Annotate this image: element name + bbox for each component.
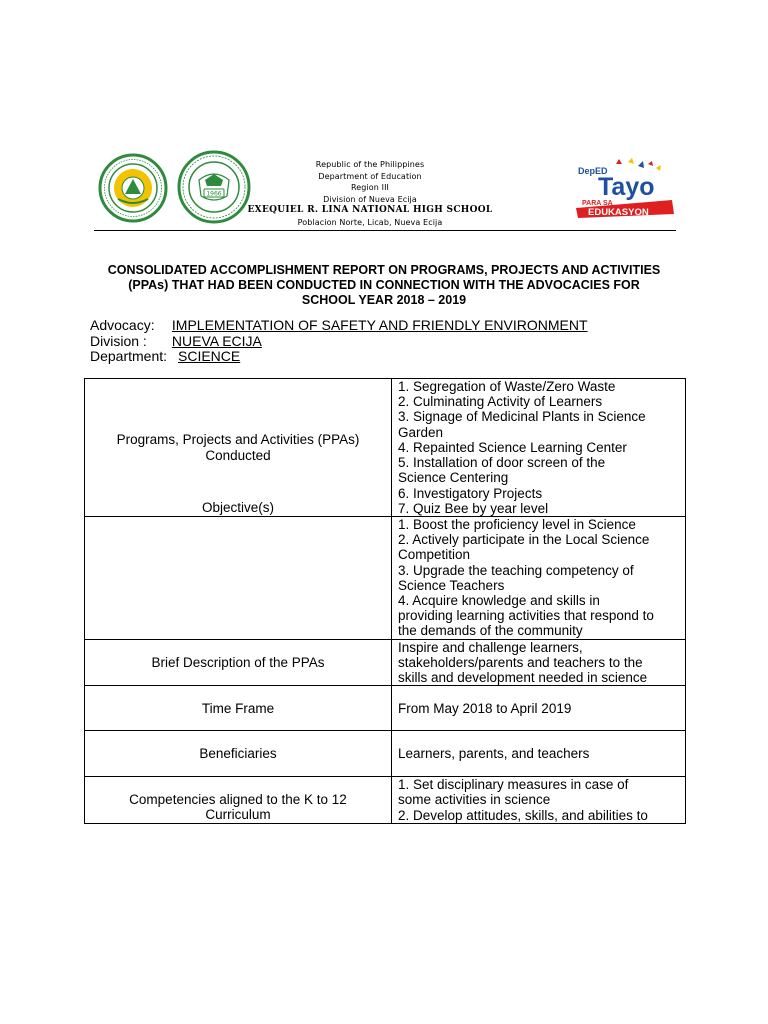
row-label <box>85 731 392 777</box>
table-row <box>85 517 686 640</box>
list-item: Competition <box>398 547 471 563</box>
row-label <box>85 686 392 731</box>
row-value <box>392 379 686 517</box>
advocacy-row <box>90 318 588 334</box>
tayo-logo-sub1: PARA SA <box>582 200 613 207</box>
list-item: 1. Boost the proficiency level in Science <box>398 517 636 532</box>
beneficiaries-label: Beneficiaries <box>199 746 277 762</box>
row-value <box>392 639 686 686</box>
list-item: 6. Investigatory Projects <box>398 485 543 501</box>
list-item: 3. Upgrade the teaching competency of <box>398 562 634 578</box>
list-item: providing learning activities that respond to <box>398 608 654 624</box>
letterhead <box>240 159 500 228</box>
header-divider <box>94 230 676 231</box>
tayo-logo-brand: DepED <box>578 166 608 176</box>
list-item: some activities in science <box>398 792 551 808</box>
list-item: 2. Actively participate in the Local Science <box>398 532 650 548</box>
list-item: the demands of the community <box>398 623 583 639</box>
list-item: Science Teachers <box>398 577 505 593</box>
list-item: Science Centering <box>398 470 509 486</box>
advocacy-label: Advocacy: <box>90 317 155 333</box>
list-item: Garden <box>398 424 444 440</box>
ppas-conducted-label: Programs, Projects and Activities (PPAs) Conducted <box>116 432 360 463</box>
row-value <box>392 517 686 640</box>
competencies-label: Competencies aligned to the K to 12 Curriculum <box>129 791 347 823</box>
list-item: 1. Segregation of Waste/Zero Waste <box>398 379 616 395</box>
list-item: Learners, parents, and teachers <box>398 746 590 762</box>
row-label <box>85 777 392 824</box>
letterhead-address: Poblacion Norte, Licab, Nueva Ecija <box>297 217 443 227</box>
table-row <box>85 639 686 686</box>
report-meta <box>90 318 588 365</box>
letterhead-school-name: EXEQUIEL R. LINA NATIONAL HIGH SCHOOL <box>247 205 493 215</box>
list-item: 5. Installation of door screen of the <box>398 455 606 471</box>
table-row <box>85 686 686 731</box>
list-item: 1. Set disciplinary measures in case of <box>398 777 629 793</box>
tayo-logo-word: Tayo <box>598 173 655 201</box>
division-row <box>90 334 588 350</box>
row-value <box>392 777 686 824</box>
department-row <box>90 349 588 365</box>
advocacy-value: IMPLEMENTATION OF SAFETY AND FRIENDLY ENVIRONMENT <box>171 317 588 333</box>
school-seal-year: 1966 <box>206 190 222 198</box>
ppa-report-table <box>84 378 686 824</box>
department-label: Department: <box>90 348 168 364</box>
list-item: Inspire and challenge learners, <box>398 639 583 655</box>
list-item: 2. Culminating Activity of Learners <box>398 394 603 410</box>
division-label: Division : <box>90 332 147 349</box>
tayo-logo-sub2: EDUKASYON <box>588 207 649 218</box>
letterhead-line-region: Region III <box>350 183 389 192</box>
report-title: CONSOLIDATED ACCOMPLISHMENT REPORT ON PROGRAMS, PROJECTS AND ACTIVITIES (PPAs) THAT HAD BEEN CONDUCTED IN CONNECTION WITH THE ADVOCACIES FOR SCHOOL YEAR 2018 – 2019 <box>107 263 661 307</box>
list-item: skills and development needed in science <box>398 670 648 686</box>
row-value <box>392 686 686 731</box>
table-row <box>85 731 686 777</box>
table-row <box>85 777 686 824</box>
division-value: NUEVA ECIJA <box>171 332 262 349</box>
objectives-label: Objective(s) <box>201 499 274 515</box>
letterhead-line-division: Division of Nueva Ecija <box>323 194 417 204</box>
list-item: 4. Repainted Science Learning Center <box>398 439 627 455</box>
list-item: 3. Signage of Medicinal Plants in Science <box>398 409 646 425</box>
row-value <box>392 731 686 777</box>
table-row <box>85 379 686 517</box>
list-item: 2. Develop attitudes, skills, and abilities to <box>398 807 648 823</box>
letterhead-line-deped: Department of Education <box>318 171 422 181</box>
list-item: 7. Quiz Bee by year level <box>398 500 549 516</box>
row-label <box>85 499 392 640</box>
list-item: stakeholders/parents and teachers to the <box>398 654 643 670</box>
tayo-para-sa-edukasyon-logo <box>576 158 676 220</box>
letterhead-line-republic: Republic of the Philippines <box>315 160 425 169</box>
department-value: SCIENCE <box>178 348 241 364</box>
row-label <box>85 639 392 686</box>
brief-description-label: Brief Description of the PPAs <box>151 654 325 670</box>
time-frame-label: Time Frame <box>201 700 275 716</box>
list-item: From May 2018 to April 2019 <box>398 700 572 716</box>
deped-seal-logo <box>98 153 168 223</box>
list-item: 4. Acquire knowledge and skills in <box>398 593 600 609</box>
row-label <box>85 379 392 517</box>
